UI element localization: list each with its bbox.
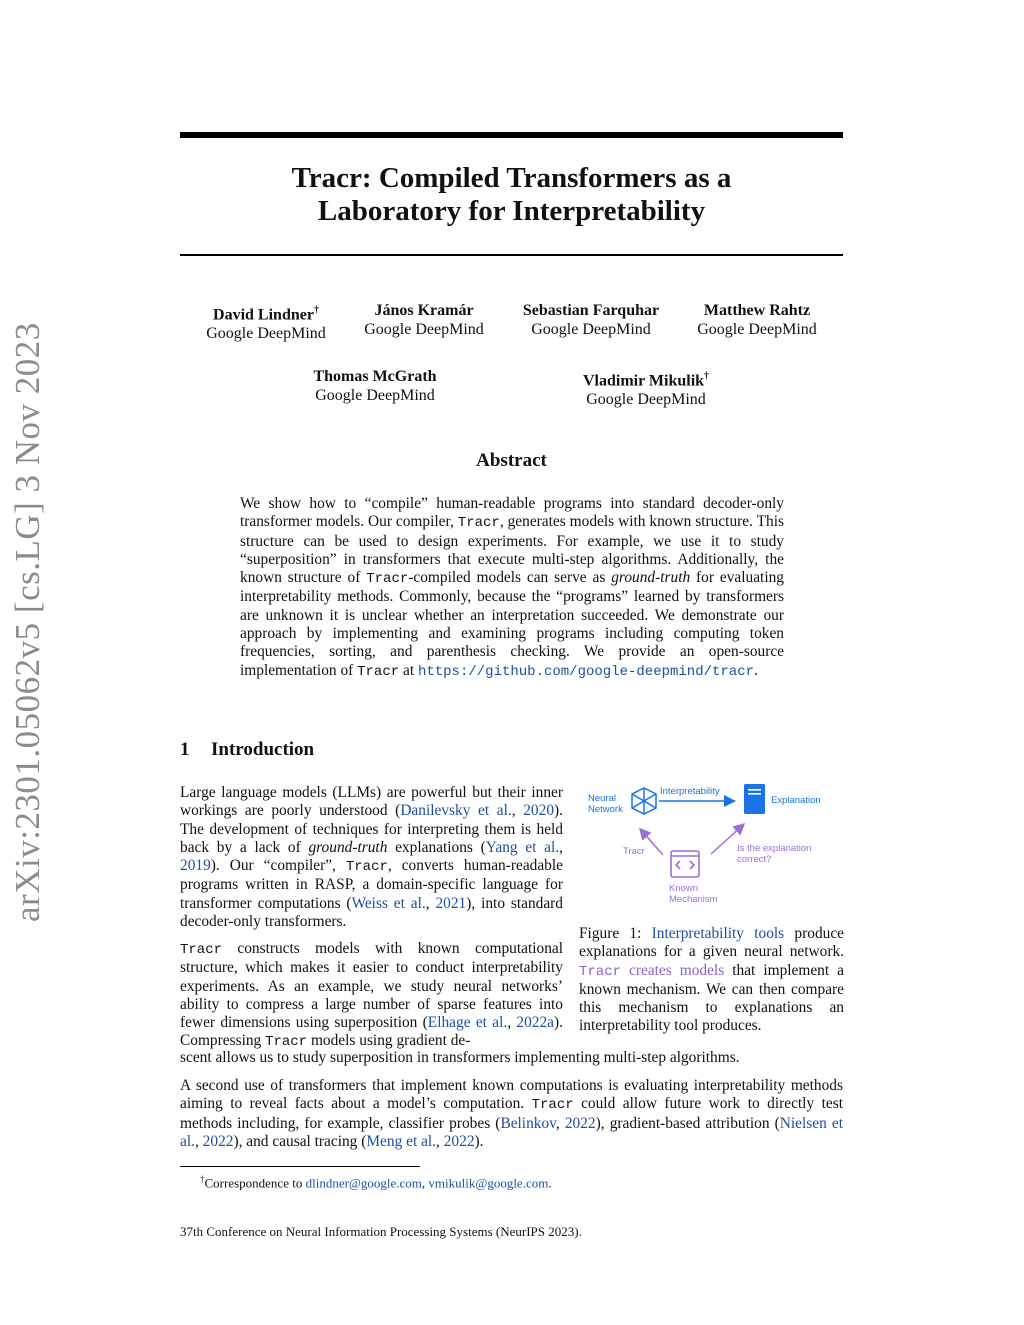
github-link[interactable]: https://github.com/google-deepmind/tracr	[417, 663, 755, 680]
author-block	[295, 367, 455, 405]
citation-link[interactable]: 2022	[202, 1132, 234, 1150]
email-link[interactable]: vmikulik@google.com	[428, 1175, 549, 1191]
author-name: Matthew Rahtz	[703, 302, 811, 319]
figure-1-diagram	[577, 772, 845, 912]
caption-link[interactable]: Interpretability tools	[651, 925, 785, 942]
title-line-2: Laboratory for Interpretability	[317, 195, 706, 227]
author-name: Thomas McGrath	[313, 368, 437, 385]
intro-paragraph-2: Tracr constructs models with known computational structure, which makes it easier to conduct interpretability experiments. As an example, we study neural networks’ ability to compress a large number of sparse features into fewer dimensions using superposition (Elhage et al., 2022a). Compressing Tracr models using gradient de-	[180, 940, 563, 1051]
author-affiliation: Google DeepMind	[364, 321, 484, 338]
author-affiliation: Google DeepMind	[531, 321, 651, 338]
paper-title	[180, 162, 843, 228]
citation-link[interactable]: 2022	[443, 1132, 475, 1150]
author-block	[687, 301, 827, 339]
citation-link[interactable]: Elhage et al.	[427, 1014, 508, 1032]
citation-link[interactable]: Danilevsky et al.	[400, 802, 512, 820]
known-mechanism-label: Mechanism	[669, 894, 718, 905]
author-affiliation: Google DeepMind	[697, 321, 817, 338]
known-mechanism-label: Known	[669, 883, 699, 894]
conference-note: 37th Conference on Neural Information Processing Systems (NeurIPS 2023).	[180, 1224, 582, 1239]
citation-link[interactable]: Weiss et al.	[351, 894, 426, 912]
arxiv-side-stamp: arXiv:2301.05062v5 [cs.LG] 3 Nov 2023	[8, 322, 47, 922]
footnote-rule	[180, 1166, 420, 1167]
abstract-heading: Abstract	[476, 450, 547, 471]
author-name: János Kramár	[374, 302, 474, 319]
neural-network-label: Neural	[588, 793, 616, 804]
abstract-body: We show how to “compile” human-readable programs into standard decoder-only transformer models. Our compiler, Tracr, generates models with known structure. This structure can be used to design experiments. For example, we use it to study “superposition” in transformers that execute multi-step algorithms. Additionally, the known structure of Tracr-compiled models can serve as ground-truth for evaluating interpretability methods. Commonly, because the “programs” learned by transformers are unknown it is unclear whether an interpretation succeeded. We demonstrate our approach by implementing and examining programs including computing token frequencies, sorting, and parenthesis checking. We provide an open-source implementation of Tracr at https://github.com/google-deepmind/tracr.	[240, 495, 784, 680]
title-line-1: Tracr: Compiled Transformers as a	[291, 162, 732, 194]
author-block	[566, 367, 726, 409]
citation-link[interactable]: 2021	[435, 894, 467, 912]
citation-link[interactable]: 2019	[180, 857, 211, 875]
title-top-rule	[180, 132, 843, 138]
caption-link[interactable]: Tracr creates models	[579, 961, 725, 980]
tracr-label: Tracr	[623, 846, 645, 857]
citation-link[interactable]: Yang et al.	[485, 838, 560, 856]
author-block	[196, 301, 336, 343]
author-block	[510, 301, 672, 339]
explanation-label: Explanation	[771, 795, 821, 806]
citation-link[interactable]: 2022	[564, 1114, 596, 1132]
author-name: Sebastian Farquhar	[522, 302, 660, 319]
title-bottom-rule	[180, 254, 843, 256]
citation-link[interactable]: Nielsen et al.	[180, 1114, 843, 1150]
author-name: David Lindner†	[213, 305, 319, 324]
section-heading-introduction: 1 Introduction	[180, 739, 315, 760]
citation-link[interactable]: 2020	[523, 802, 555, 820]
neural-network-label: Network	[588, 804, 623, 815]
author-block	[354, 301, 494, 339]
explanation-document-icon	[744, 784, 765, 814]
author-affiliation: Google DeepMind	[206, 325, 326, 343]
intro-paragraph-3: A second use of transformers that implement known computations is evaluating interpretability methods aiming to reveal facts about a model’s computation. Tracr could allow future work to directly test methods including, for example, classifier probes (Belinkov, 2022), gradient-based attribution (Nielsen et al., 2022), and causal tracing (Meng et al., 2022).	[180, 1077, 843, 1150]
figure-1-caption: Figure 1: Interpretability tools produce explanations for a given neural network. Tracr creates models that implement a known mechanism. We can then compare this mechanism to explanations an interpretability tool produces.	[579, 925, 844, 1035]
author-name: Vladimir Mikulik†	[582, 371, 710, 390]
citation-link[interactable]: Belinkov	[500, 1114, 556, 1132]
intro-paragraph-2-tail: scent allows us to study superposition in transformers implementing multi-step algorithms.	[180, 1049, 740, 1066]
intro-paragraph-1: Large language models (LLMs) are powerful but their inner workings are poorly understood (Danilevsky et al., 2020). The development of techniques for interpreting them is held back by a lack of ground-truth explanations (Yang et al., 2019). Our “compiler”, Tracr, converts human-readable programs written in RASP, a domain-specific language for transformer computations (Weiss et al., 2021), into standard decoder-only transformers.	[180, 784, 564, 931]
citation-link[interactable]: 2022a	[516, 1014, 555, 1032]
footnote: †Correspondence to dlindner@google.com, vmikulik@google.com.	[200, 1174, 552, 1191]
known-mechanism-icon	[671, 851, 699, 877]
interpretability-label: Interpretability	[660, 786, 720, 797]
comparison-label: correct?	[737, 854, 772, 865]
neural-network-icon	[632, 788, 656, 814]
comparison-label: Is the explanation	[737, 843, 812, 854]
author-affiliation: Google DeepMind	[315, 387, 435, 404]
citation-link[interactable]: Meng et al.	[366, 1132, 437, 1150]
author-affiliation: Google DeepMind	[586, 391, 706, 409]
email-link[interactable]: dlindner@google.com	[305, 1175, 422, 1191]
